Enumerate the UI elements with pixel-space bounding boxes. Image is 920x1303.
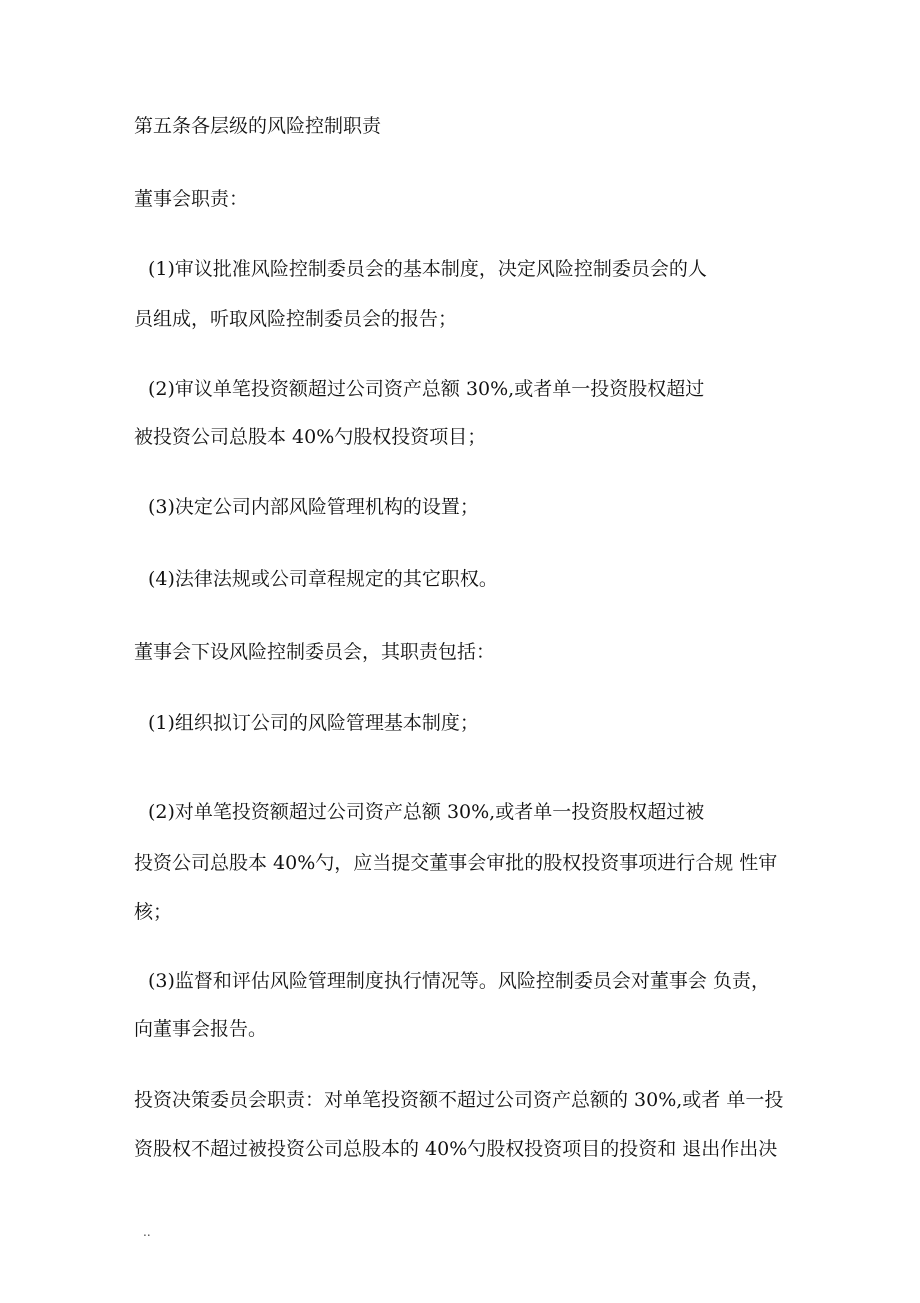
board-item-2-line-2: 被投资公司总股本 40%勺股权投资项目； [134, 426, 487, 448]
board-item-1-line-2: 员组成，听取风险控制委员会的报告； [134, 308, 458, 330]
committee-item-1: (1)组织拟订公司的风险管理基本制度； [148, 712, 479, 734]
committee-item-3-line-1: (3)监督和评估风险管理制度执行情况等。风险控制委员会对董事会 负责， [148, 970, 770, 992]
board-item-2-line-1: (2)审议单笔投资额超过公司资产总额 30%,或者单一投资股权超过 [148, 378, 705, 400]
footer-mark: .. [143, 1225, 151, 1239]
investment-committee-line-1: 投资决策委员会职责：对单笔投资额不超过公司资产总额的 30%,或者 单一投 [134, 1089, 784, 1111]
committee-item-2-line-1: (2)对单笔投资额超过公司资产总额 30%,或者单一投资股权超过被 [148, 801, 705, 823]
board-duties-label: 董事会职责： [134, 188, 249, 210]
section-heading: 第五条各层级的风险控制职责 [134, 115, 382, 137]
committee-item-2-line-3: 核； [134, 901, 173, 923]
board-item-1-line-1: (1)审议批准风险控制委员会的基本制度，决定风险控制委员会的人 [148, 258, 707, 280]
committee-item-2-line-2: 投资公司总股本 40%勺，应当提交董事会审批的股权投资事项进行合规 性审 [134, 852, 778, 874]
committee-duties-label: 董事会下设风险控制委员会，其职责包括： [134, 641, 496, 663]
committee-item-3-line-2: 向董事会报告。 [134, 1018, 268, 1040]
board-item-4: (4)法律法规或公司章程规定的其它职权。 [148, 568, 498, 590]
board-item-3: (3)决定公司内部风险管理机构的设置； [148, 496, 479, 518]
investment-committee-line-2: 资股权不超过被投资公司总股本的 40%勺股权投资项目的投资和 退出作出决 [134, 1138, 778, 1160]
